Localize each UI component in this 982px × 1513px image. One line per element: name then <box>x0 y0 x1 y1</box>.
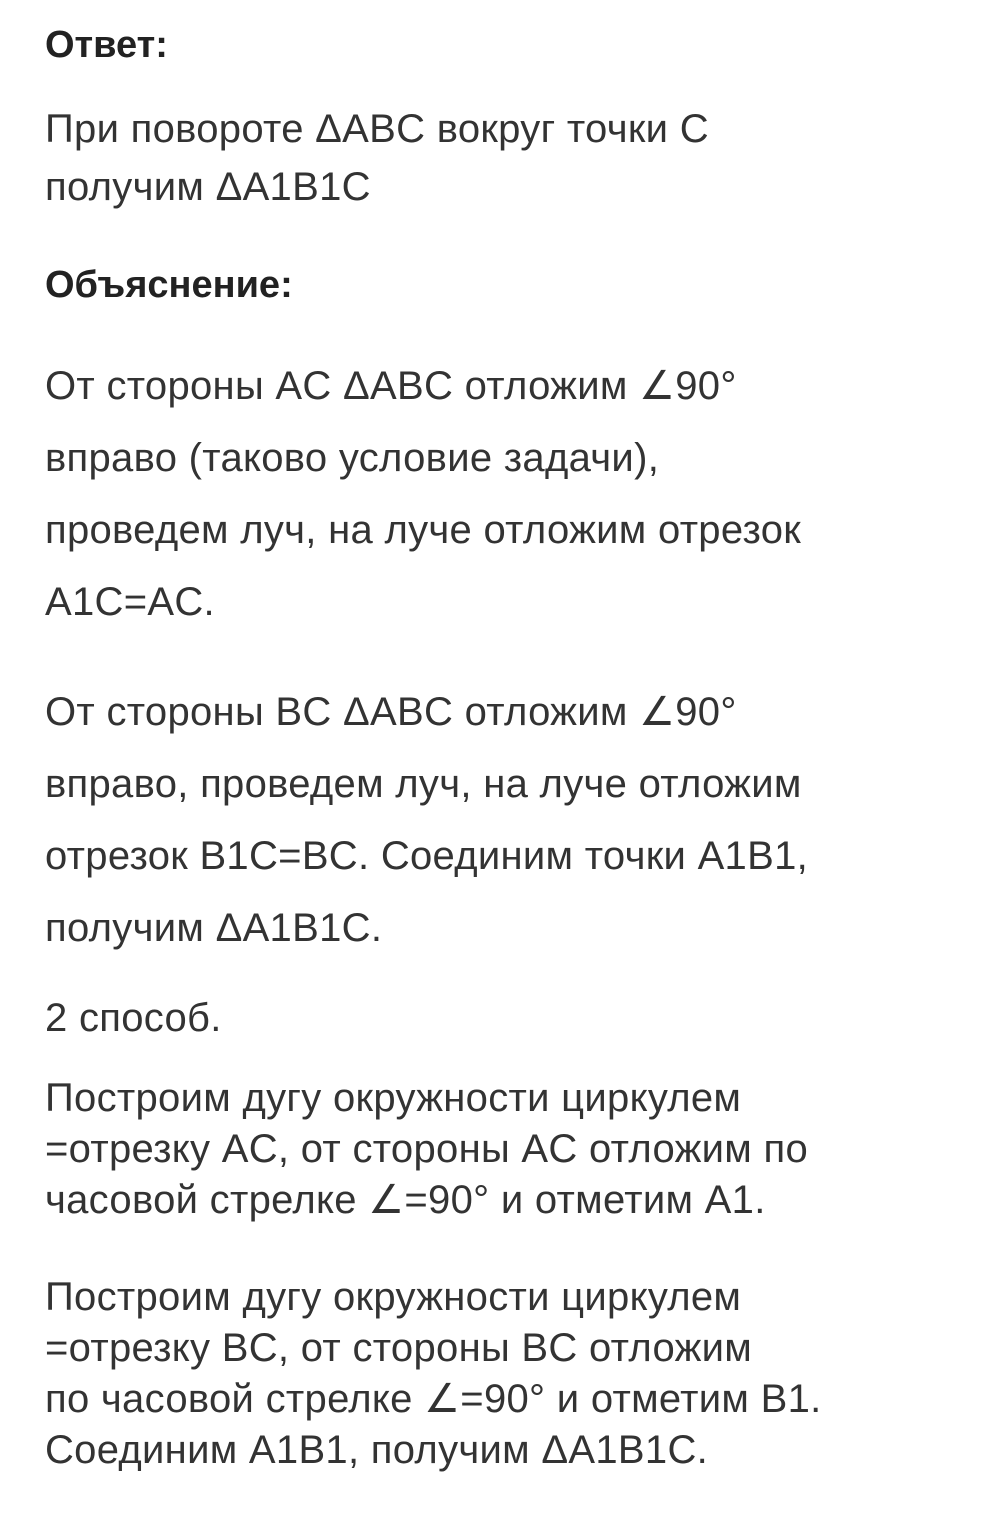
answer-text: При повороте ΔABC вокруг точки C получим ΔA1B1C <box>45 107 709 209</box>
explanation-paragraph-4: Построим дугу окружности циркулем =отрезку BC, от стороны BC отложим по часовой стрелке ∠=90° и отметим B1. Соединим A1B1, получим ΔA1B1C. <box>45 1275 822 1472</box>
explanation-paragraph-2: От стороны BC ΔABC отложим ∠90° вправо, проведем луч, на луче отложим отрезок B1C=BC. Соединим точки A1B1, получим ΔA1B1C. <box>45 690 809 950</box>
explanation-paragraph-1: От стороны AC ΔABC отложим ∠90° вправо (таково условие задачи), проведем луч, на луче отложим отрезок A1C=AC. <box>45 364 802 624</box>
answer-heading: Ответ: <box>45 24 168 66</box>
explanation-heading: Объяснение: <box>45 264 293 306</box>
explanation-paragraph-3: Построим дугу окружности циркулем =отрезку AC, от стороны AC отложим по часовой стрелке ∠=90° и отметим A1. <box>45 1076 809 1222</box>
method-2-label: 2 способ. <box>45 996 222 1040</box>
